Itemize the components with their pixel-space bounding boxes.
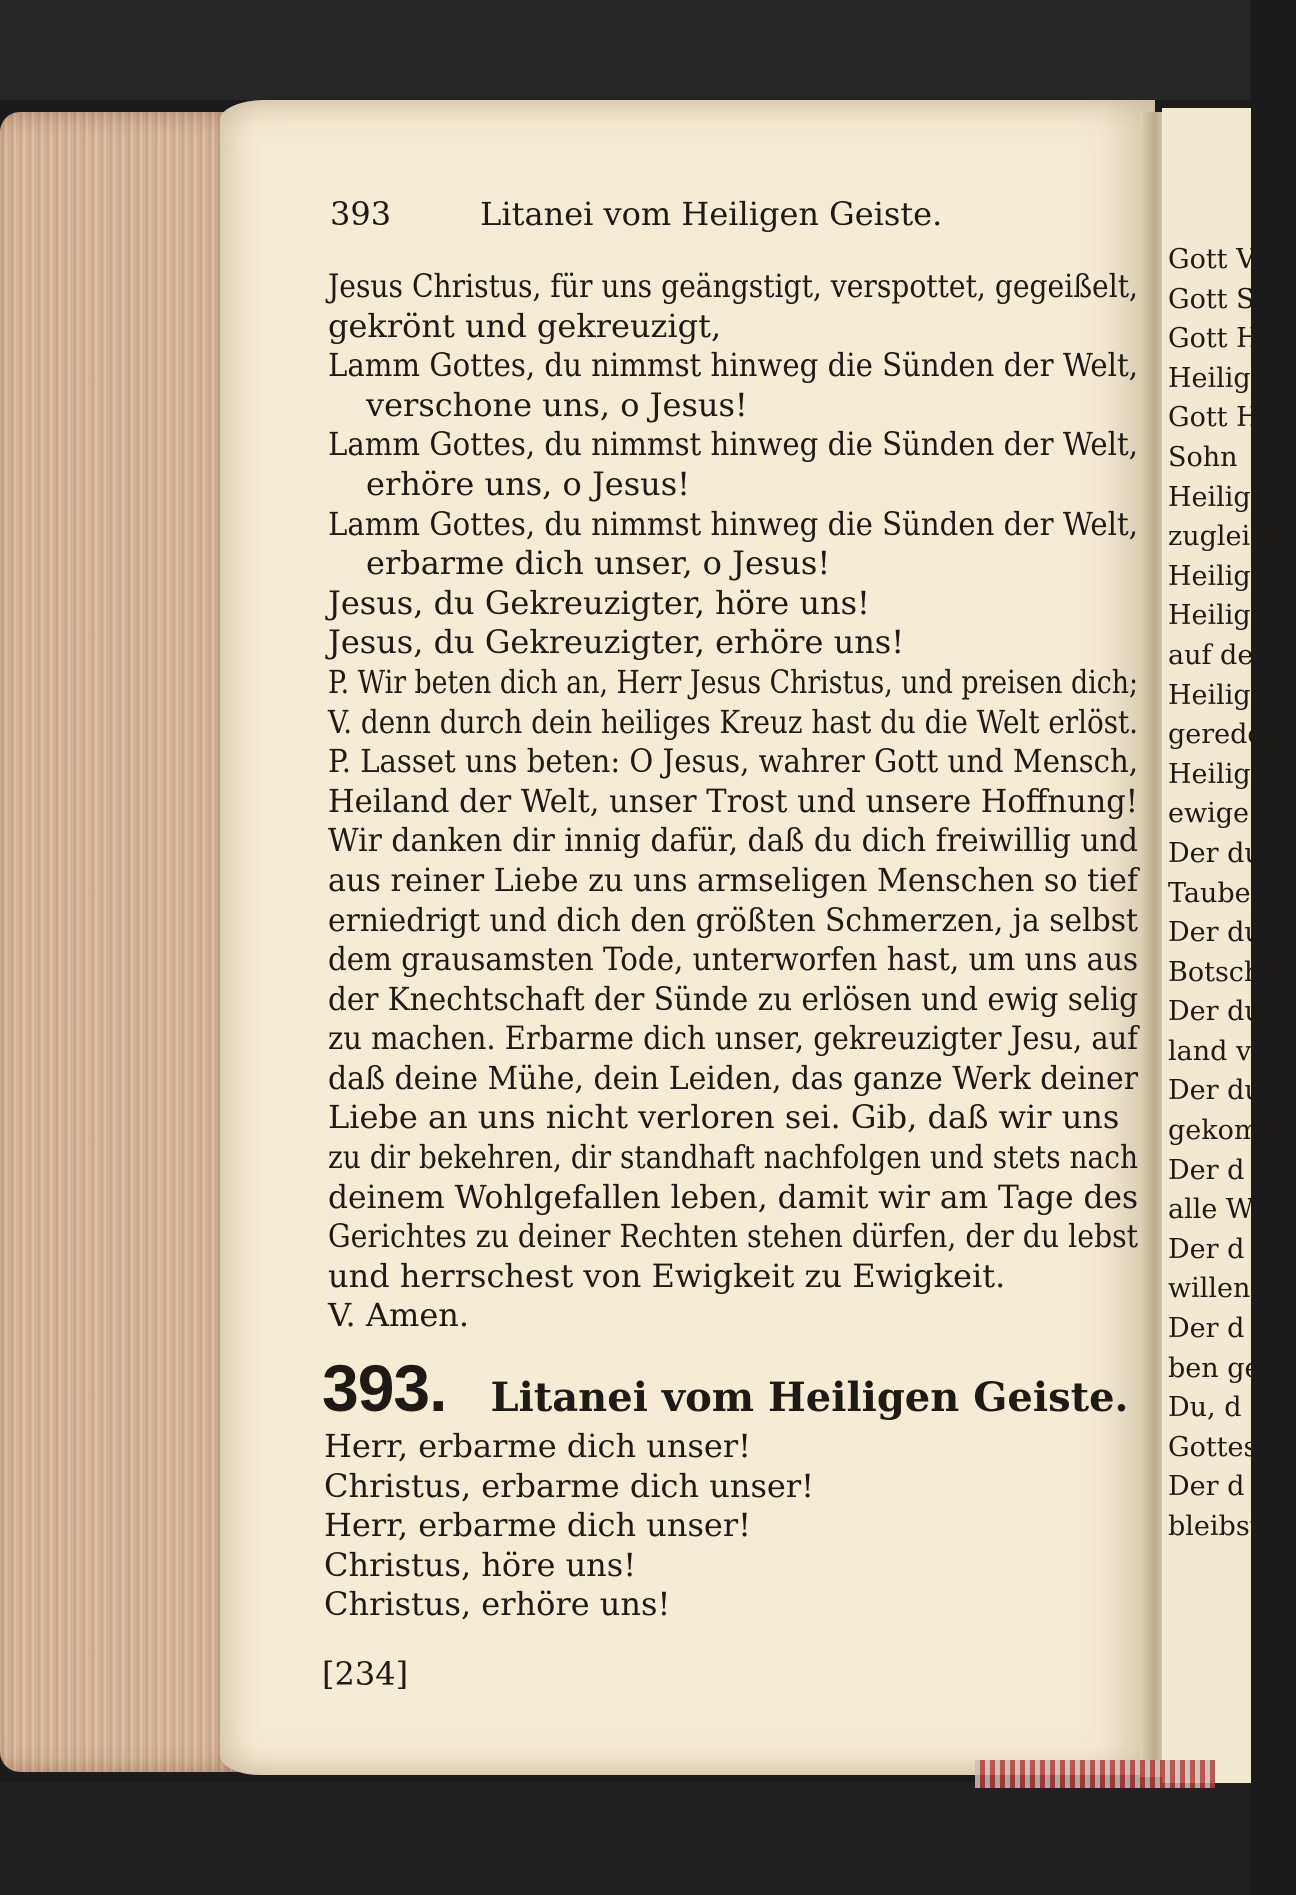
right-page-text <box>1168 240 1286 1547</box>
text-line: V. denn durch dein heiliges Kreuz hast du die Welt erlöst. <box>328 702 1138 741</box>
right-line: Heilige <box>1168 481 1267 513</box>
right-line: Heilige <box>1168 362 1267 394</box>
right-line: Sohn <box>1168 441 1238 473</box>
text-line: Liebe an uns nicht verloren sei. Gib, daß wir uns <box>328 1098 1120 1137</box>
litany-line: Christus, erhöre uns! <box>324 1585 671 1624</box>
right-line: Heilige <box>1168 679 1267 711</box>
right-line: geredet <box>1168 719 1275 751</box>
running-title: Litanei vom Heiligen Geiste. <box>480 195 943 233</box>
right-line: Taube, <box>1168 877 1260 909</box>
right-line: willen <box>1168 1273 1251 1305</box>
right-line: ben ge <box>1168 1352 1261 1384</box>
body-text <box>328 267 1296 1336</box>
right-line: auf der <box>1168 639 1267 671</box>
section-number: 393. <box>322 1351 447 1425</box>
text-line: V. Amen. <box>328 1296 470 1335</box>
page-footer: [234] <box>322 1655 409 1693</box>
text-line: Lamm Gottes, du nimmst hinweg die Sünden der Welt, <box>328 346 1138 385</box>
right-line: Botscha <box>1168 956 1278 988</box>
right-line: Der d <box>1168 1471 1245 1503</box>
book-cover-top <box>0 0 1251 100</box>
text-line: Lamm Gottes, du nimmst hinweg die Sünden der Welt, <box>328 504 1138 543</box>
litany-line: Christus, erbarme dich unser! <box>324 1466 814 1505</box>
page-edges <box>0 112 240 1772</box>
text-line: Jesus, du Gekreuzigter, erhöre uns! <box>328 623 905 662</box>
text-line: dem grausamsten Tode, unterworfen hast, um uns aus <box>328 940 1138 979</box>
book-cover-bottom <box>0 1782 1251 1895</box>
text-line: zu machen. Erbarme dich unser, gekreuzigter Jesu, auf <box>328 1019 1138 1058</box>
text-line: Wir danken dir innig dafür, daß du dich freiwillig und <box>328 821 1138 860</box>
right-line: Der du <box>1168 837 1262 869</box>
text-line: verschone uns, o Jesus! <box>366 385 748 424</box>
right-line: land v <box>1168 1035 1252 1067</box>
right-line: Heilige <box>1168 560 1267 592</box>
right-line: bleibst <box>1168 1511 1261 1542</box>
right-line: Der du <box>1168 917 1262 949</box>
text-line: deinem Wohlgefallen leben, damit wir am Tage des <box>328 1177 1138 1216</box>
right-line: Der d <box>1168 1313 1245 1345</box>
text-line: gekrönt und gekreuzigt, <box>328 306 722 345</box>
litany-line: Herr, erbarme dich unser! <box>324 1506 751 1545</box>
litany-line: Christus, höre uns! <box>324 1545 637 1584</box>
section-title: Litanei vom Heiligen Geiste. <box>490 1374 1129 1421</box>
text-line: und herrschest von Ewigkeit zu Ewigkeit. <box>328 1256 1006 1295</box>
right-line: gekomm <box>1168 1115 1286 1147</box>
text-line: P. Wir beten dich an, Herr Jesus Christus, und preisen dich; <box>328 662 1138 701</box>
running-head <box>330 195 942 233</box>
right-line: Heilige <box>1168 758 1267 790</box>
text-line: erbarme dich unser, o Jesus! <box>366 544 831 583</box>
right-line: Du, d <box>1168 1392 1242 1424</box>
text-line: Gerichtes zu deiner Rechten stehen dürfen, der du lebst <box>328 1217 1138 1256</box>
text-line: daß deine Mühe, dein Leiden, das ganze Werk deiner <box>328 1058 1138 1097</box>
text-line: Jesus, du Gekreuzigter, höre uns! <box>328 583 870 622</box>
right-line: Gottes <box>1168 1431 1258 1463</box>
right-line: Heilige <box>1168 600 1267 632</box>
right-line: zugleich <box>1168 521 1283 553</box>
right-line: alle W <box>1168 1194 1254 1226</box>
text-line: erhöre uns, o Jesus! <box>366 464 691 503</box>
bookmark-ribbon <box>975 1760 1215 1788</box>
right-line: Gott S <box>1168 283 1255 315</box>
page-number: 393 <box>330 195 392 233</box>
right-line: Gott V <box>1168 244 1256 275</box>
right-line: Gott H <box>1168 402 1260 434</box>
litany-line: Herr, erbarme dich unser! <box>324 1427 751 1465</box>
text-line: Jesus Christus, für uns geängstigt, verspottet, gegeißelt, <box>328 267 1138 305</box>
right-line: Der du <box>1168 1075 1262 1107</box>
text-line: Lamm Gottes, du nimmst hinweg die Sünden der Welt, <box>328 425 1138 464</box>
right-line: ewige <box>1168 798 1249 830</box>
section-heading <box>322 1350 1128 1426</box>
right-line: Der d <box>1168 1233 1245 1265</box>
right-line: Gott H <box>1168 323 1260 355</box>
text-line: der Knechtschaft der Sünde zu erlösen und ewig selig <box>328 979 1138 1018</box>
text-line: Heiland der Welt, unser Trost und unsere Hoffnung! <box>328 781 1138 820</box>
right-line: Der d <box>1168 1154 1245 1186</box>
text-line: zu dir bekehren, dir standhaft nachfolgen und stets nach <box>328 1138 1138 1177</box>
litany-text <box>324 1427 814 1625</box>
text-line: aus reiner Liebe zu uns armseligen Menschen so tief <box>328 860 1138 899</box>
text-line: erniedrigt und dich den größten Schmerzen, ja selbst <box>328 900 1138 939</box>
right-line: Der du <box>1168 996 1262 1028</box>
text-line: P. Lasset uns beten: O Jesus, wahrer Gott und Mensch, <box>328 742 1138 781</box>
